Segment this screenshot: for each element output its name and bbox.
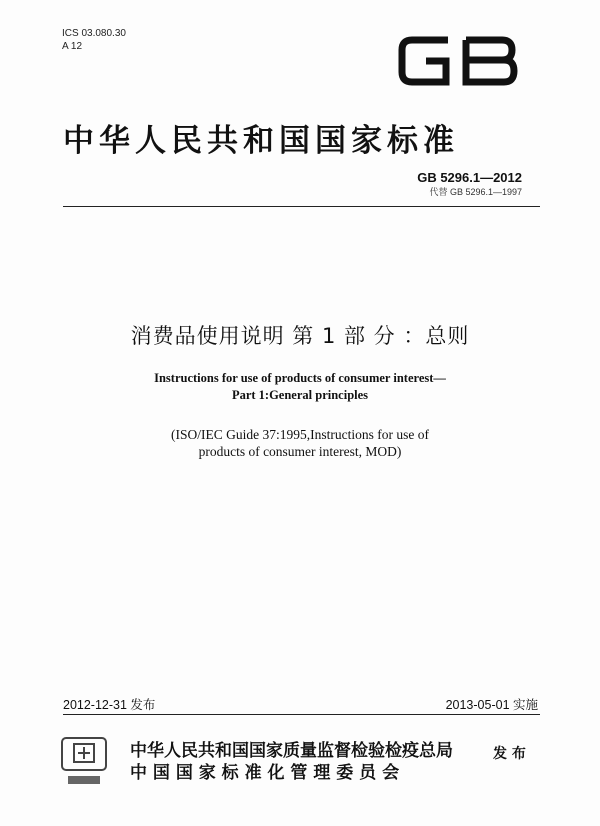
bottom-divider (63, 714, 540, 715)
national-standard-title: 中华人民共和国国家标准 (63, 123, 459, 159)
english-title-line-1: Instructions for use of products of consumer interest— (154, 371, 446, 385)
replaces-standard: 代替 GB 5296.1—1997 (429, 187, 522, 197)
issuer-line-2: 中 国 国 家 标 准 化 管 理 委 员 会 (130, 763, 400, 783)
anti-counterfeit-seal-icon (60, 736, 108, 788)
reference-line-1: (ISO/IEC Guide 37:1995,Instructions for use of (171, 427, 429, 442)
issuer-line-1: 中华人民共和国国家质量监督检验检疫总局 (130, 741, 453, 761)
standard-number: GB 5296.1—2012 (417, 170, 522, 185)
ics-code: ICS 03.080.30 (62, 28, 126, 39)
implementation-date: 2013-05-01 实施 (445, 698, 538, 712)
top-divider (63, 206, 540, 207)
chinese-title: 消费品使用说明 第 1 部 分 ：总则 (130, 324, 470, 348)
issue-date: 2012-12-31 发布 (63, 698, 156, 712)
gb-logo (394, 30, 522, 92)
english-title-line-2: Part 1:General principles (231, 388, 369, 402)
classification-code: A 12 (62, 41, 83, 52)
publish-label: 发 布 (493, 746, 526, 762)
reference-line-2: products of consumer interest, MOD) (198, 444, 402, 459)
